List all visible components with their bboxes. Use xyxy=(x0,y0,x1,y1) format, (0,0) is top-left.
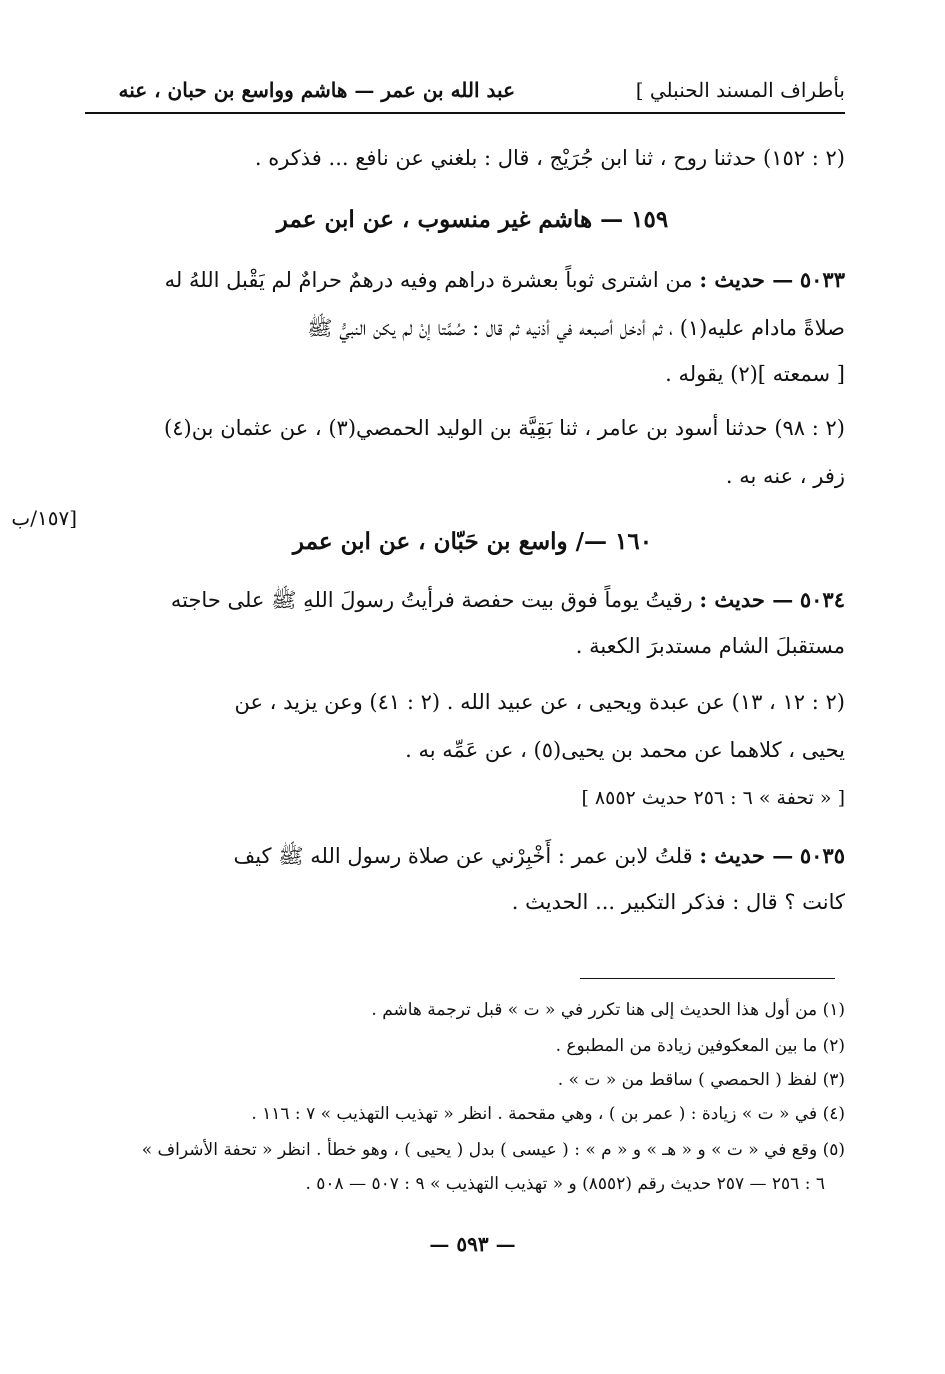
footnote-3: (٣) لفظ ( الحمصي ) ساقط من « ت » . xyxy=(557,1070,845,1090)
hadith-5034-line-1 xyxy=(100,584,845,616)
hadith-5033-line-3: [ سمعته ](٢) يقوله . xyxy=(665,362,845,386)
section-heading-159: ١٥٩ — هاشم غير منسوب ، عن ابن عمر xyxy=(276,206,669,233)
hadith-keyword: — حديث : xyxy=(699,587,794,612)
hadith-keyword: — حديث : xyxy=(699,843,794,868)
footnote-4: (٤) في « ت » زيادة : ( عمر بن ) ، وهي مقحمة . انظر « تهذيب التهذيب » ٧ : ١١٦ . xyxy=(251,1104,845,1124)
hadith-5034-line-2: مستقبلَ الشام مستدبرَ الكعبة . xyxy=(575,634,845,658)
hadith-5033-isnad-1: (٢ : ٩٨) حدثنا أسود بن عامر ، ثنا بَقِيَّة بن الوليد الحمصي(٣) ، عن عثمان بن(٤) xyxy=(164,416,845,440)
hadith-text: قلتُ لابن عمر : أَخْبِرْني عن صلاة رسول الله ﷺ كيف xyxy=(233,844,693,868)
footnote-1: (١) من أول هذا الحديث إلى هنا تكرر في « ت » قبل ترجمة هاشم . xyxy=(371,1000,845,1020)
section-heading-160: ١٦٠ —/ واسع بن حَبّان ، عن ابن عمر xyxy=(292,528,653,555)
footnote-2: (٢) ما بين المعكوفين زيادة من المطبوع . xyxy=(555,1036,845,1056)
hadith-text: من اشترى ثوباً بعشرة دراهم وفيه درهمٌ حرامٌ لم يَقْبل اللهُ له xyxy=(164,268,693,292)
footnote-5-continuation: ٦ : ٢٥٦ — ٢٥٧ حديث رقم (٨٥٥٢) و « تهذيب التهذيب » ٩ : ٥٠٧ — ٥٠٨ . xyxy=(305,1174,825,1194)
tuhfa-reference: [ « تحفة » ٦ : ٢٥٦ حديث ٨٥٥٢ ] xyxy=(581,787,845,809)
hadith-5034-isnad-1: (٢ : ١٢ ، ١٣) عن عبدة ويحيى ، عن عبيد الله . (٢ : ٤١) وعن يزيد ، عن xyxy=(234,690,845,714)
hadith-5033-isnad-2: زفر ، عنه به . xyxy=(725,464,845,488)
hadith-5035-line-2: كانت ؟ قال : فذكر التكبير ... الحديث . xyxy=(511,890,845,914)
page-number: — ٥٩٣ — xyxy=(429,1232,516,1256)
hadith-5033-line-2: صلاةً مادام عليه(١) ، ثم أدخل أصبعه في أذنيه ثم قال : صُمَّتا إنْ لم يكن النبيُّ ﷺ xyxy=(307,316,845,340)
isnad-line: (٢ : ١٥٢) حدثنا روح ، ثنا ابن جُرَيْج ، قال : بلغني عن نافع ... فذكره . xyxy=(254,146,845,170)
hadith-text: رقيتُ يوماً فوق بيت حفصة فرأيتُ رسولَ اللهِ ﷺ على حاجته xyxy=(170,588,693,612)
hadith-5035-line-1 xyxy=(100,840,845,872)
header-chapter-title: عبد الله بن عمر — هاشم وواسع بن حبان ، عنه xyxy=(118,78,515,102)
manuscript-folio-note: [١٥٧/ب xyxy=(11,506,77,530)
hadith-number: ٥٠٣٥ xyxy=(799,843,845,868)
hadith-number: ٥٠٣٣ xyxy=(799,267,845,292)
running-header xyxy=(85,72,845,114)
hadith-5033-line-1 xyxy=(100,264,845,296)
hadith-keyword: — حديث : xyxy=(699,267,794,292)
hadith-number: ٥٠٣٤ xyxy=(799,587,845,612)
footnote-divider xyxy=(580,978,835,979)
hadith-5034-isnad-2: يحيى ، كلاهما عن محمد بن يحيى(٥) ، عن عَمِّه به . xyxy=(405,738,845,762)
header-book-title: بأطراف المسند الحنبلي ] xyxy=(635,78,845,102)
footnote-5: (٥) وقع في « ت » و « هـ » و « م » : ( عيسى ) بدل ( يحيى ) ، وهو خطأ . انظر « تحفة الأشراف » xyxy=(141,1140,845,1160)
